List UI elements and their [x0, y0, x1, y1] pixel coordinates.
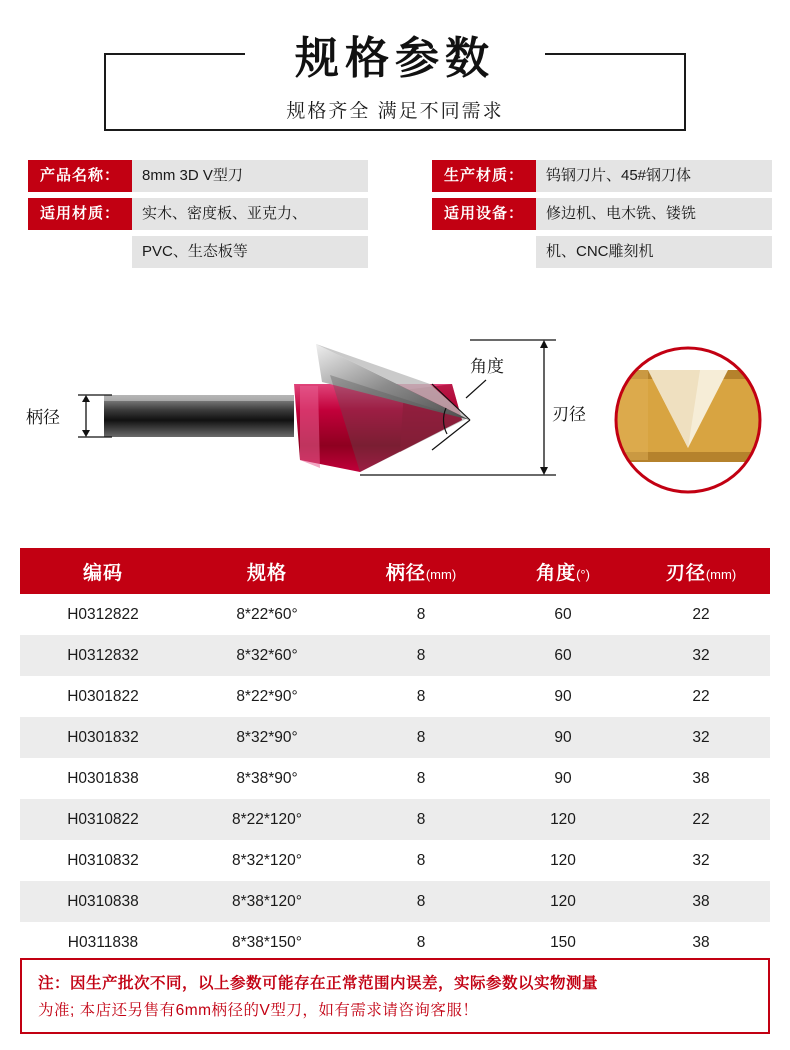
table-body [20, 594, 770, 963]
cell-cut: 22 [632, 676, 770, 717]
cell-shank: 8 [348, 840, 494, 881]
cell-angle: 150 [494, 922, 632, 963]
cell-spec: 8*38*120° [186, 881, 348, 922]
column-header-shank-text: 柄径 [385, 562, 426, 584]
cell-spec: 8*38*150° [186, 922, 348, 963]
cell-code: H0312822 [20, 594, 186, 635]
spec-table-wrap [20, 548, 770, 963]
table-row [20, 635, 770, 676]
cell-shank: 8 [348, 881, 494, 922]
table-row [20, 594, 770, 635]
cell-cut: 22 [632, 799, 770, 840]
cell-spec: 8*22*90° [186, 676, 348, 717]
cell-code: H0301838 [20, 758, 186, 799]
cell-angle: 60 [494, 635, 632, 676]
column-header-cut-unit: (mm) [705, 566, 737, 582]
spec-value-material-cont: PVC、生态板等 [132, 236, 368, 268]
cell-cut: 32 [632, 840, 770, 881]
spec-value-equipment-cont: 机、CNC雕刻机 [536, 236, 772, 268]
table-row [20, 922, 770, 963]
cell-spec: 8*22*60° [186, 594, 348, 635]
spec-label-equipment: 适用设备： [432, 198, 536, 230]
cell-shank: 8 [348, 676, 494, 717]
spec-label-product-name: 产品名称： [28, 160, 132, 192]
spec-value-build-material: 钨钢刀片、45#钢刀体 [536, 160, 772, 192]
column-header-cut [632, 548, 770, 594]
cell-code: H0312832 [20, 635, 186, 676]
cell-angle: 90 [494, 717, 632, 758]
spec-row-equipment [432, 198, 772, 230]
cell-spec: 8*32*60° [186, 635, 348, 676]
cell-spec: 8*38*90° [186, 758, 348, 799]
cell-shank: 8 [348, 635, 494, 676]
cell-shank: 8 [348, 594, 494, 635]
cell-angle: 120 [494, 799, 632, 840]
spec-value-product-name: 8mm 3D V型刀 [132, 160, 368, 192]
cell-shank: 8 [348, 717, 494, 758]
cell-cut: 32 [632, 635, 770, 676]
wood-groove-inset [616, 348, 760, 492]
cell-cut: 38 [632, 922, 770, 963]
table-row [20, 840, 770, 881]
table-row [20, 799, 770, 840]
cut-diameter-label: 刃径 [552, 405, 586, 424]
spec-table [20, 548, 770, 963]
cell-angle: 120 [494, 840, 632, 881]
cell-cut: 38 [632, 881, 770, 922]
page-title-text: 规格参数 [295, 34, 495, 83]
column-header-spec-text: 规格 [246, 562, 287, 584]
spec-row-product-name [28, 160, 368, 192]
table-row [20, 758, 770, 799]
column-header-code [20, 548, 186, 594]
spec-label-build-material: 生产材质： [432, 160, 536, 192]
cell-cut: 38 [632, 758, 770, 799]
bit-shank [104, 395, 294, 437]
page-header [0, 0, 790, 148]
cell-shank: 8 [348, 758, 494, 799]
spec-row-equipment-cont [432, 236, 772, 268]
page-title [0, 22, 790, 86]
cell-angle: 60 [494, 594, 632, 635]
cell-angle: 120 [494, 881, 632, 922]
cell-cut: 32 [632, 717, 770, 758]
spec-row-material [28, 198, 368, 230]
column-header-angle-unit: (°) [576, 566, 590, 582]
column-header-cut-text: 刃径 [665, 562, 706, 584]
column-header-angle-text: 角度 [536, 562, 577, 584]
spec-column-right [432, 160, 772, 274]
cell-code: H0310832 [20, 840, 186, 881]
shank-diameter-label: 柄径 [26, 408, 60, 427]
column-header-shank [348, 548, 494, 594]
table-row [20, 676, 770, 717]
table-header-row [20, 548, 770, 594]
cell-spec: 8*22*120° [186, 799, 348, 840]
spec-row-material-cont [28, 236, 368, 268]
footer-note [20, 958, 770, 1034]
page-subtitle: 规格齐全 满足不同需求 [286, 101, 504, 122]
cell-angle: 90 [494, 676, 632, 717]
product-illustration [0, 320, 790, 530]
angle-label: 角度 [470, 357, 504, 376]
cell-code: H0301832 [20, 717, 186, 758]
cell-shank: 8 [348, 922, 494, 963]
spec-label-material: 适用材质： [28, 198, 132, 230]
cell-shank: 8 [348, 799, 494, 840]
footer-note-line2: 为准; 本店还另售有6mm柄径的V型刀，如有需求请咨询客服！ [38, 1002, 479, 1020]
column-header-spec [186, 548, 348, 594]
cell-spec: 8*32*120° [186, 840, 348, 881]
table-row [20, 881, 770, 922]
cell-spec: 8*32*90° [186, 717, 348, 758]
cell-code: H0311838 [20, 922, 186, 963]
cell-code: H0310838 [20, 881, 186, 922]
table-row [20, 717, 770, 758]
spec-column-left [28, 160, 368, 274]
spec-value-material: 实木、密度板、亚克力、 [132, 198, 368, 230]
footer-note-line1: 注：因生产批次不同，以上参数可能存在正常范围内误差，实际参数以实物测量 [38, 975, 599, 992]
cell-cut: 22 [632, 594, 770, 635]
cell-angle: 90 [494, 758, 632, 799]
column-header-code-text: 编码 [82, 562, 123, 584]
spec-row-build-material [432, 160, 772, 192]
spec-value-equipment: 修边机、电木铣、镂铣 [536, 198, 772, 230]
cell-code: H0310822 [20, 799, 186, 840]
column-header-shank-unit: (mm) [425, 566, 457, 582]
spec-list [0, 160, 790, 305]
cell-code: H0301822 [20, 676, 186, 717]
column-header-angle [494, 548, 632, 594]
